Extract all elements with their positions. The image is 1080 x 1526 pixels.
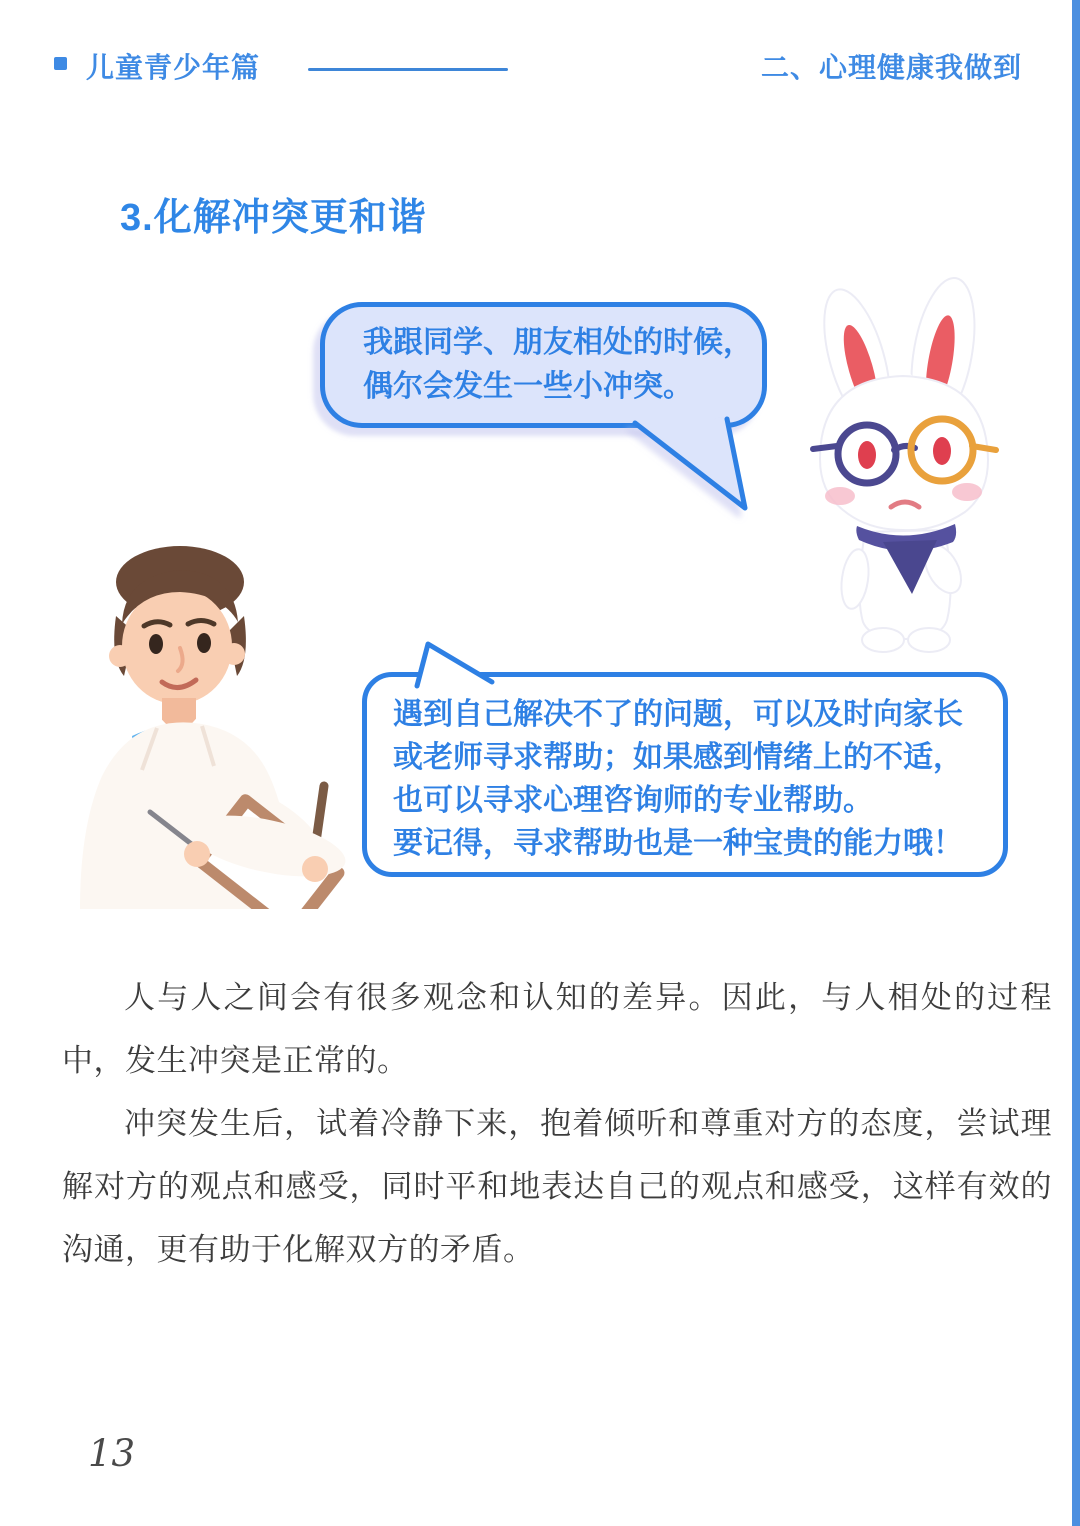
doctor-illustration [62, 524, 357, 909]
rabbit-bubble-tail [615, 415, 765, 520]
body-text [62, 966, 1052, 1281]
doctor-bubble-line-4: 要记得，寻求帮助也是一种宝贵的能力哦！ [393, 827, 963, 860]
doctor-speech-bubble [362, 672, 1008, 877]
doctor-bubble-line-2: 或老师寻求帮助；如果感到情绪上的不适， [393, 741, 963, 774]
paragraph-1: 人与人之间会有很多观念和认知的差异。因此，与人相处的过程中，发生冲突是正常的。 [62, 980, 1052, 1078]
header-bullet-icon [54, 57, 67, 70]
header-divider-line [308, 68, 508, 71]
page-edge-accent-bar [1072, 0, 1080, 1526]
rabbit-mascot-illustration [795, 263, 1015, 655]
section-title: 3.化解冲突更和谐 [120, 197, 427, 239]
doctor-bubble-line-3: 也可以寻求心理咨询师的专业帮助。 [393, 784, 873, 817]
header-right-title: 二、心理健康我做到 [760, 52, 1022, 83]
header-left-title: 儿童青少年篇 [86, 52, 261, 83]
page-number: 13 [88, 1432, 136, 1475]
rabbit-bubble-line-2: 偶尔会发生一些小冲突。 [363, 370, 693, 403]
doctor-bubble-line-1: 遇到自己解决不了的问题，可以及时向家长 [393, 698, 963, 731]
doctor-bubble-tail [405, 636, 515, 696]
rabbit-bubble-line-1: 我跟同学、朋友相处的时候， [363, 326, 753, 359]
rabbit-speech-bubble [320, 302, 767, 428]
paragraph-2: 冲突发生后，试着冷静下来，抱着倾听和尊重对方的态度，尝试理解对方的观点和感受，同时平和地表达自己的观点和感受，这样有效的沟通，更有助于化解双方的矛盾。 [62, 1106, 1052, 1267]
